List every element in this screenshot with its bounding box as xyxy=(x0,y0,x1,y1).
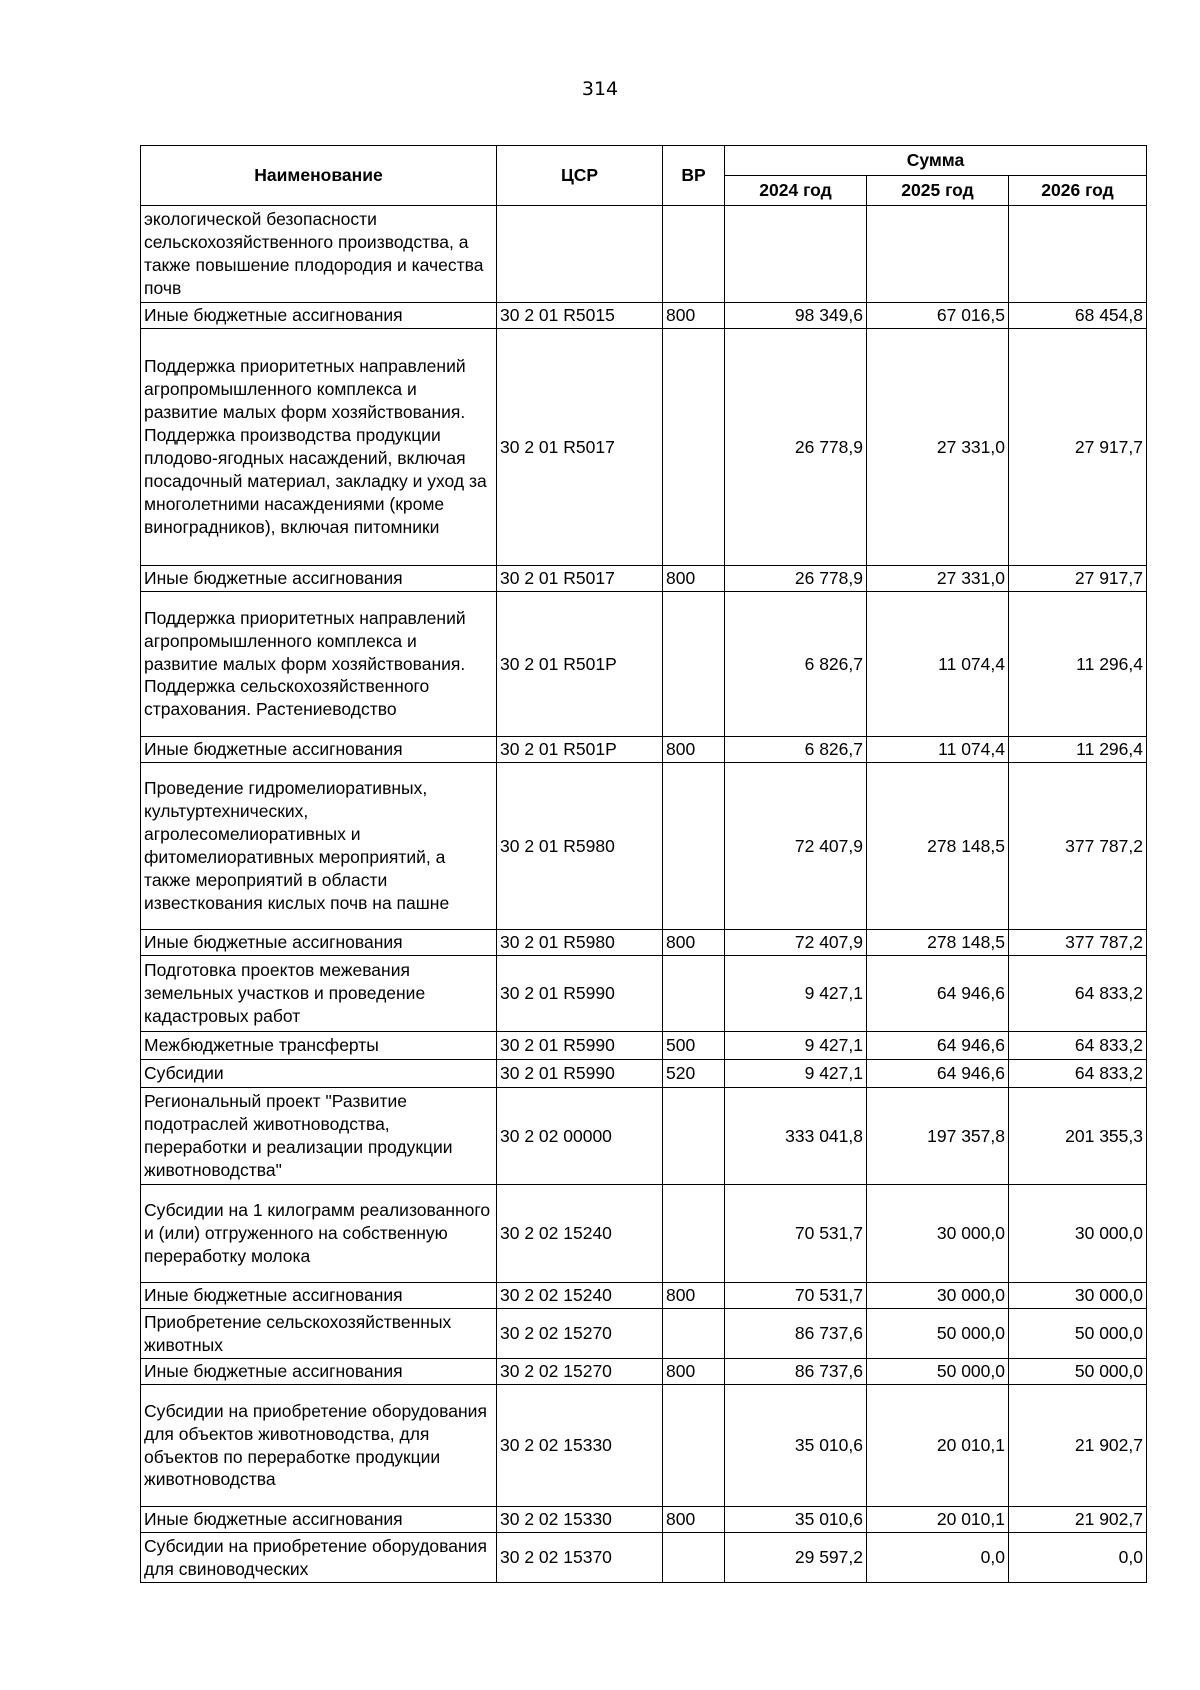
cell-2025: 30 000,0 xyxy=(867,1283,1009,1309)
cell-name: Региональный проект "Развитие подотраслей животноводства, переработки и реализации продукции животноводства" xyxy=(141,1088,497,1185)
cell-2026 xyxy=(1009,206,1147,303)
cell-csr: 30 2 01 R501P xyxy=(497,737,663,763)
cell-csr: 30 2 01 R5980 xyxy=(497,763,663,930)
cell-vr: 800 xyxy=(663,566,725,592)
cell-2026: 27 917,7 xyxy=(1009,566,1147,592)
table-row xyxy=(141,737,1147,763)
cell-2025: 64 946,6 xyxy=(867,1060,1009,1088)
cell-2024: 6 826,7 xyxy=(725,737,867,763)
cell-2026: 11 296,4 xyxy=(1009,592,1147,737)
cell-2025: 67 016,5 xyxy=(867,303,1009,329)
cell-vr xyxy=(663,592,725,737)
cell-csr: 30 2 02 15240 xyxy=(497,1185,663,1283)
table-row xyxy=(141,1309,1147,1359)
cell-name: Субсидии xyxy=(141,1060,497,1088)
cell-name: Субсидии на приобретение оборудования для объектов животноводства, для объектов по переработке продукции животноводства xyxy=(141,1385,497,1507)
table-row xyxy=(141,592,1147,737)
cell-2025: 20 010,1 xyxy=(867,1507,1009,1533)
cell-csr: 30 2 02 15270 xyxy=(497,1309,663,1359)
cell-name: Иные бюджетные ассигнования xyxy=(141,1359,497,1385)
table-row xyxy=(141,1507,1147,1533)
cell-2024: 35 010,6 xyxy=(725,1385,867,1507)
cell-vr: 520 xyxy=(663,1060,725,1088)
cell-name: Поддержка приоритетных направлений агропромышленного комплекса и развитие малых форм хозяйствования. Поддержка сельскохозяйственного страхования. Растениеводство xyxy=(141,592,497,737)
cell-2025: 197 357,8 xyxy=(867,1088,1009,1185)
cell-2024: 29 597,2 xyxy=(725,1533,867,1583)
cell-csr: 30 2 01 R5015 xyxy=(497,303,663,329)
cell-2026: 64 833,2 xyxy=(1009,1060,1147,1088)
budget-table xyxy=(140,145,1147,1583)
cell-2024: 26 778,9 xyxy=(725,329,867,566)
cell-2024 xyxy=(725,206,867,303)
cell-2025: 278 148,5 xyxy=(867,763,1009,930)
cell-2025: 50 000,0 xyxy=(867,1359,1009,1385)
cell-2026: 30 000,0 xyxy=(1009,1185,1147,1283)
cell-csr: 30 2 02 15240 xyxy=(497,1283,663,1309)
cell-name: Иные бюджетные ассигнования xyxy=(141,566,497,592)
table-row xyxy=(141,930,1147,956)
table-row xyxy=(141,1185,1147,1283)
table-row xyxy=(141,1088,1147,1185)
cell-2026: 64 833,2 xyxy=(1009,956,1147,1032)
cell-csr xyxy=(497,206,663,303)
cell-vr xyxy=(663,1533,725,1583)
cell-2024: 98 349,6 xyxy=(725,303,867,329)
cell-name: Приобретение сельскохозяйственных животных xyxy=(141,1309,497,1359)
table-row xyxy=(141,1359,1147,1385)
cell-2026: 21 902,7 xyxy=(1009,1385,1147,1507)
cell-csr: 30 2 02 15370 xyxy=(497,1533,663,1583)
cell-csr: 30 2 02 15270 xyxy=(497,1359,663,1385)
cell-vr xyxy=(663,1088,725,1185)
cell-vr: 800 xyxy=(663,1359,725,1385)
cell-csr: 30 2 02 15330 xyxy=(497,1385,663,1507)
cell-name: Иные бюджетные ассигнования xyxy=(141,737,497,763)
cell-2025: 50 000,0 xyxy=(867,1309,1009,1359)
cell-vr xyxy=(663,956,725,1032)
header-2025: 2025 год xyxy=(867,176,1009,206)
cell-name: Межбюджетные трансферты xyxy=(141,1032,497,1060)
table-header xyxy=(141,146,1147,206)
cell-2025: 0,0 xyxy=(867,1533,1009,1583)
cell-vr: 800 xyxy=(663,303,725,329)
cell-csr: 30 2 02 00000 xyxy=(497,1088,663,1185)
cell-2024: 72 407,9 xyxy=(725,930,867,956)
cell-vr xyxy=(663,1185,725,1283)
table-row xyxy=(141,206,1147,303)
cell-2026: 377 787,2 xyxy=(1009,930,1147,956)
cell-2024: 86 737,6 xyxy=(725,1359,867,1385)
cell-2024: 9 427,1 xyxy=(725,1032,867,1060)
table-row xyxy=(141,1060,1147,1088)
cell-csr: 30 2 01 R5980 xyxy=(497,930,663,956)
page-number: 314 xyxy=(581,78,619,100)
cell-vr: 800 xyxy=(663,1283,725,1309)
table-row xyxy=(141,1533,1147,1583)
cell-2025: 11 074,4 xyxy=(867,592,1009,737)
cell-vr: 800 xyxy=(663,930,725,956)
cell-csr: 30 2 01 R5017 xyxy=(497,329,663,566)
cell-2026: 201 355,3 xyxy=(1009,1088,1147,1185)
cell-2024: 9 427,1 xyxy=(725,956,867,1032)
table-row xyxy=(141,1385,1147,1507)
cell-2025 xyxy=(867,206,1009,303)
cell-2024: 70 531,7 xyxy=(725,1185,867,1283)
cell-2026: 30 000,0 xyxy=(1009,1283,1147,1309)
cell-2026: 11 296,4 xyxy=(1009,737,1147,763)
cell-name: экологической безопасности сельскохозяйственного производства, а также повышение плодородия и качества почв xyxy=(141,206,497,303)
cell-vr xyxy=(663,1309,725,1359)
cell-vr xyxy=(663,329,725,566)
cell-csr: 30 2 02 15330 xyxy=(497,1507,663,1533)
table-body xyxy=(141,206,1147,1583)
header-sum: Сумма xyxy=(725,146,1147,176)
cell-2024: 72 407,9 xyxy=(725,763,867,930)
cell-csr: 30 2 01 R5990 xyxy=(497,956,663,1032)
cell-name: Субсидии на 1 килограмм реализованного и (или) отгруженного на собственную переработку молока xyxy=(141,1185,497,1283)
cell-2024: 86 737,6 xyxy=(725,1309,867,1359)
header-vr: ВР xyxy=(663,146,725,206)
table-row xyxy=(141,1283,1147,1309)
cell-vr: 800 xyxy=(663,1507,725,1533)
cell-2025: 30 000,0 xyxy=(867,1185,1009,1283)
table-row xyxy=(141,566,1147,592)
cell-name: Субсидии на приобретение оборудования для свиноводческих xyxy=(141,1533,497,1583)
cell-2024: 9 427,1 xyxy=(725,1060,867,1088)
cell-2025: 27 331,0 xyxy=(867,329,1009,566)
cell-2025: 20 010,1 xyxy=(867,1385,1009,1507)
cell-2026: 50 000,0 xyxy=(1009,1359,1147,1385)
table-row xyxy=(141,763,1147,930)
cell-2026: 27 917,7 xyxy=(1009,329,1147,566)
cell-2026: 377 787,2 xyxy=(1009,763,1147,930)
cell-name: Иные бюджетные ассигнования xyxy=(141,930,497,956)
cell-2024: 35 010,6 xyxy=(725,1507,867,1533)
cell-2025: 278 148,5 xyxy=(867,930,1009,956)
table-row xyxy=(141,329,1147,566)
table-row xyxy=(141,303,1147,329)
cell-2026: 64 833,2 xyxy=(1009,1032,1147,1060)
cell-2026: 68 454,8 xyxy=(1009,303,1147,329)
cell-vr xyxy=(663,763,725,930)
cell-name: Подготовка проектов межевания земельных участков и проведение кадастровых работ xyxy=(141,956,497,1032)
table-row xyxy=(141,956,1147,1032)
cell-2024: 26 778,9 xyxy=(725,566,867,592)
cell-vr xyxy=(663,206,725,303)
cell-vr xyxy=(663,1385,725,1507)
cell-name: Иные бюджетные ассигнования xyxy=(141,1507,497,1533)
cell-2026: 0,0 xyxy=(1009,1533,1147,1583)
header-csr: ЦСР xyxy=(497,146,663,206)
cell-csr: 30 2 01 R5017 xyxy=(497,566,663,592)
cell-2025: 27 331,0 xyxy=(867,566,1009,592)
header-name: Наименование xyxy=(141,146,497,206)
cell-2025: 64 946,6 xyxy=(867,1032,1009,1060)
cell-name: Проведение гидромелиоративных, культуртехнических, агролесомелиоративных и фитомелиоративных мероприятий, а также мероприятий в области известкования кислых почв на пашне xyxy=(141,763,497,930)
header-2024: 2024 год xyxy=(725,176,867,206)
cell-2026: 21 902,7 xyxy=(1009,1507,1147,1533)
cell-csr: 30 2 01 R5990 xyxy=(497,1032,663,1060)
cell-csr: 30 2 01 R5990 xyxy=(497,1060,663,1088)
cell-name: Поддержка приоритетных направлений агропромышленного комплекса и развитие малых форм хозяйствования. Поддержка производства продукции плодово-ягодных насаждений, включая посадочный материал, закладку и уход за многолетними насаждениями (кроме виноградников), включая питомники xyxy=(141,329,497,566)
header-2026: 2026 год xyxy=(1009,176,1147,206)
cell-vr: 800 xyxy=(663,737,725,763)
cell-2026: 50 000,0 xyxy=(1009,1309,1147,1359)
cell-name: Иные бюджетные ассигнования xyxy=(141,1283,497,1309)
cell-2025: 11 074,4 xyxy=(867,737,1009,763)
table-row xyxy=(141,1032,1147,1060)
cell-2024: 70 531,7 xyxy=(725,1283,867,1309)
cell-vr: 500 xyxy=(663,1032,725,1060)
cell-csr: 30 2 01 R501P xyxy=(497,592,663,737)
cell-2024: 6 826,7 xyxy=(725,592,867,737)
cell-name: Иные бюджетные ассигнования xyxy=(141,303,497,329)
cell-2024: 333 041,8 xyxy=(725,1088,867,1185)
cell-2025: 64 946,6 xyxy=(867,956,1009,1032)
